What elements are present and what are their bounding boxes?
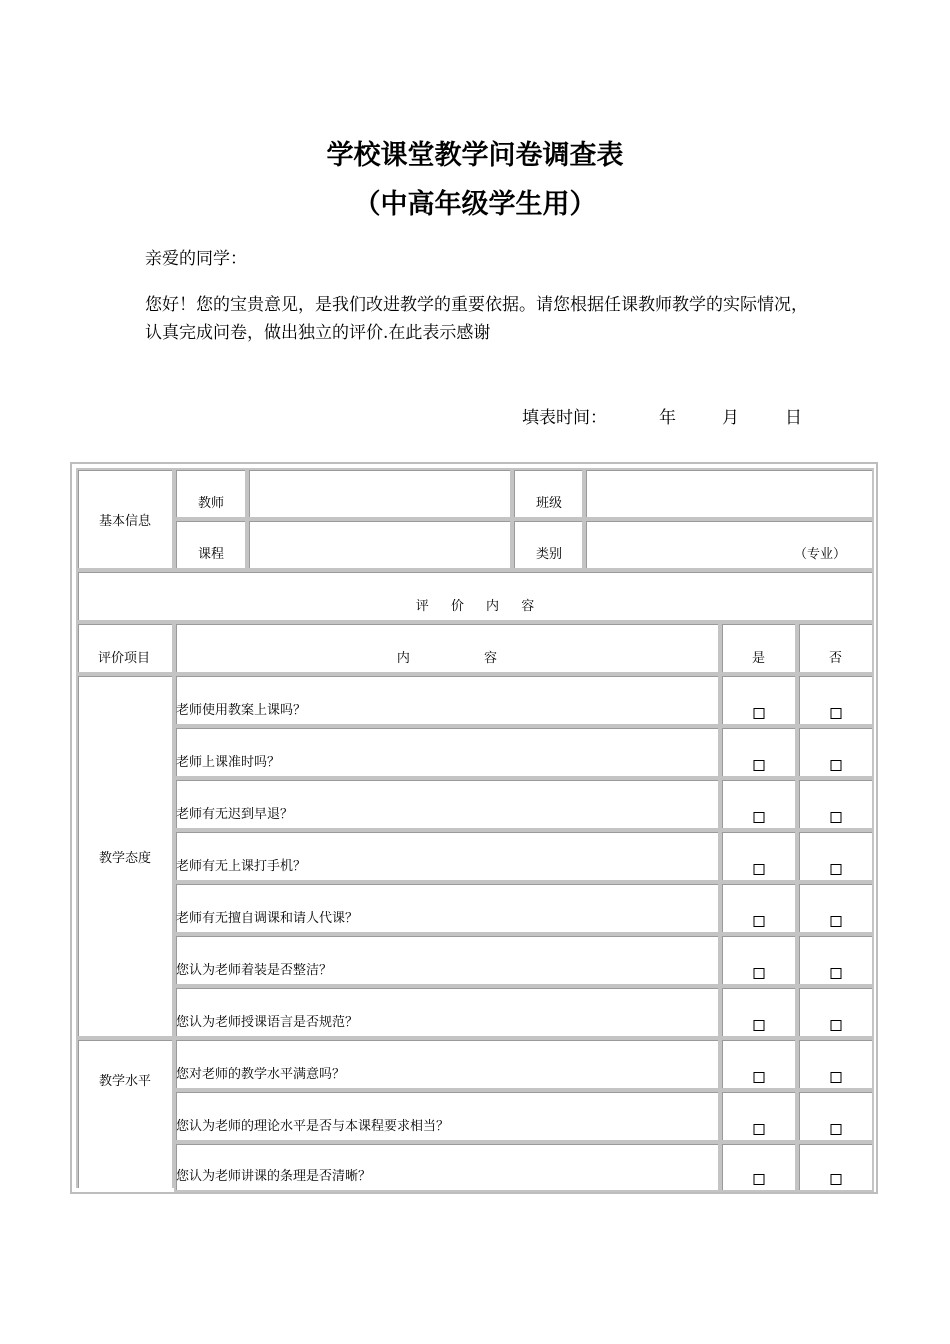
yes-checkbox[interactable]: [753, 708, 764, 719]
no-cell: [797, 778, 874, 830]
question-text: 老师有无迟到早退？: [176, 807, 294, 822]
no-checkbox[interactable]: [830, 708, 841, 719]
question-cell: [174, 882, 720, 934]
question-cell: [174, 1038, 720, 1090]
group-label: 教学态度: [98, 850, 151, 866]
col-yes-header: [720, 622, 797, 674]
yes-checkbox[interactable]: [753, 1174, 764, 1185]
no-checkbox[interactable]: [830, 1124, 841, 1135]
question-cell: [174, 726, 720, 778]
question-text: 您认为老师着装是否整洁？: [176, 963, 333, 978]
teacher-label-cell: [174, 468, 247, 519]
category-label-cell: [512, 519, 584, 570]
yes-checkbox[interactable]: [753, 1072, 764, 1083]
question-cell: [174, 1142, 720, 1192]
yes-checkbox[interactable]: [753, 1124, 764, 1135]
intro-text: 您好！您的宝贵意见，是我们改进教学的重要依据。请您根据任课教师教学的实际情况，认真完成问卷，做出独立的评价.在此表示感谢: [145, 295, 808, 343]
no-cell: [797, 1090, 874, 1142]
no-checkbox[interactable]: [830, 1174, 841, 1185]
question-text: 老师上课准时吗？: [176, 755, 281, 770]
question-text: 老师使用教案上课吗？: [176, 703, 307, 718]
yes-cell: [720, 882, 797, 934]
no-cell: [797, 674, 874, 726]
category-input[interactable]: [584, 519, 874, 570]
question-text: 老师有无擅自调课和请人代课？: [176, 911, 359, 926]
year-label: 年: [659, 408, 676, 428]
yes-cell: [720, 1142, 797, 1192]
day-label: 日: [785, 408, 802, 428]
yes-cell: [720, 830, 797, 882]
no-cell: [797, 882, 874, 934]
no-cell: [797, 934, 874, 986]
section-title-cell: [76, 570, 874, 622]
group-teaching-attitude: [76, 674, 174, 1038]
yes-checkbox[interactable]: [753, 1020, 764, 1031]
col-yes-label: 是: [751, 651, 765, 666]
no-cell: [797, 1038, 874, 1090]
yes-cell: [720, 1090, 797, 1142]
yes-cell: [720, 1038, 797, 1090]
course-label-cell: [174, 519, 247, 570]
no-cell: [797, 986, 874, 1038]
question-text: 老师有无上课打手机？: [176, 859, 307, 874]
category-label: 类别: [536, 547, 563, 562]
course-label: 课程: [198, 547, 225, 562]
question-cell: [174, 778, 720, 830]
major-hint: （专业）: [793, 547, 846, 562]
group-label: 教学水平: [98, 1074, 151, 1089]
question-cell: [174, 986, 720, 1038]
course-input[interactable]: [247, 519, 512, 570]
group-teaching-level: [76, 1038, 174, 1188]
teacher-input[interactable]: [247, 468, 512, 519]
question-cell: [174, 934, 720, 986]
basic-info-label: 基本信息: [98, 513, 151, 529]
question-cell: [174, 1090, 720, 1142]
no-cell: [797, 726, 874, 778]
yes-checkbox[interactable]: [753, 812, 764, 823]
basic-info-cell: [76, 468, 174, 570]
page-title: 学校课堂教学问卷调查表: [326, 140, 624, 171]
class-label-cell: [512, 468, 584, 519]
no-checkbox[interactable]: [830, 916, 841, 927]
yes-checkbox[interactable]: [753, 864, 764, 875]
question-text: 您认为老师的理论水平是否与本课程要求相当？: [176, 1119, 450, 1134]
yes-cell: [720, 726, 797, 778]
col-item-header: [76, 622, 174, 674]
no-checkbox[interactable]: [830, 1072, 841, 1083]
col-no-header: [797, 622, 874, 674]
question-text: 您认为老师讲课的条理是否清晰？: [176, 1169, 372, 1184]
col-content-label: 内 容: [396, 651, 498, 666]
no-checkbox[interactable]: [830, 760, 841, 771]
month-label: 月: [722, 408, 739, 428]
no-cell: [797, 830, 874, 882]
yes-cell: [720, 934, 797, 986]
col-item-label: 评价项目: [98, 651, 151, 666]
question-cell: [174, 830, 720, 882]
class-label: 班级: [536, 496, 563, 511]
teacher-label: 教师: [198, 496, 225, 511]
yes-checkbox[interactable]: [753, 916, 764, 927]
yes-cell: [720, 986, 797, 1038]
fill-date-line: [522, 403, 802, 428]
no-cell: [797, 1142, 874, 1192]
survey-form: [70, 462, 878, 1194]
question-text: 您认为老师授课语言是否规范？: [176, 1015, 359, 1030]
section-title: 评 价 内 容: [415, 599, 535, 614]
col-content-header: [174, 622, 720, 674]
no-checkbox[interactable]: [830, 968, 841, 979]
no-checkbox[interactable]: [830, 1020, 841, 1031]
greeting: 亲爱的同学：: [145, 249, 247, 269]
no-checkbox[interactable]: [830, 864, 841, 875]
question-cell: [174, 674, 720, 726]
page-subtitle: （中高年级学生用）: [353, 189, 597, 220]
yes-checkbox[interactable]: [753, 760, 764, 771]
yes-cell: [720, 674, 797, 726]
yes-cell: [720, 778, 797, 830]
class-input[interactable]: [584, 468, 874, 519]
yes-checkbox[interactable]: [753, 968, 764, 979]
col-no-label: 否: [828, 651, 842, 666]
question-text: 您对老师的教学水平满意吗？: [176, 1067, 346, 1082]
fill-date-label: 填表时间：: [522, 408, 607, 428]
no-checkbox[interactable]: [830, 812, 841, 823]
